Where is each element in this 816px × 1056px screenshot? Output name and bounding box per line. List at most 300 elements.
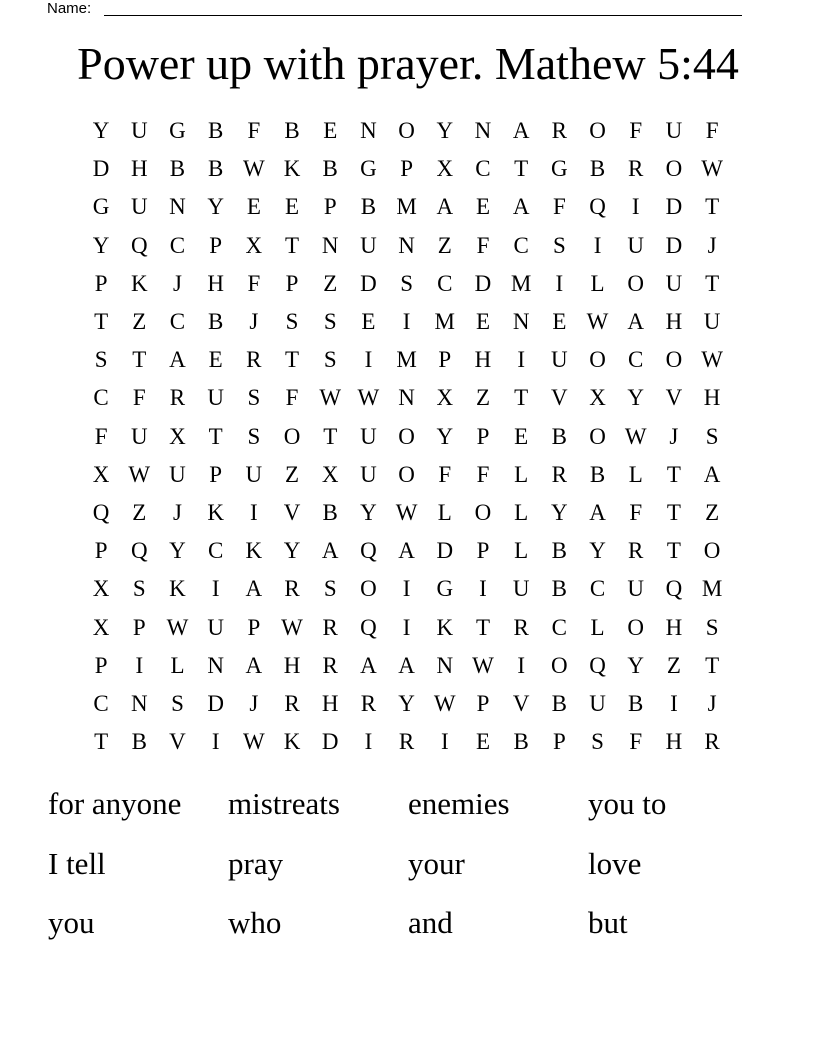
grid-letter: H bbox=[207, 270, 224, 296]
grid-letter: C bbox=[513, 232, 529, 258]
grid-letter: V bbox=[283, 499, 301, 525]
grid-letter: B bbox=[169, 156, 186, 182]
grid-letter: I bbox=[402, 309, 411, 335]
grid-letter: E bbox=[475, 729, 490, 755]
grid-letter: W bbox=[319, 385, 342, 411]
grid-letter: D bbox=[436, 538, 454, 564]
grid-letter: E bbox=[475, 309, 490, 335]
grid-letter: O bbox=[589, 118, 606, 144]
grid-letter: J bbox=[707, 690, 717, 716]
grid-letter: A bbox=[512, 194, 530, 220]
grid-letter: R bbox=[360, 690, 377, 716]
grid-letter: U bbox=[627, 576, 645, 602]
grid-letter: I bbox=[517, 652, 525, 678]
grid-letter: C bbox=[475, 156, 491, 182]
grid-letter: V bbox=[512, 690, 530, 716]
grid-letter: Q bbox=[130, 232, 148, 258]
grid-letter: V bbox=[665, 385, 683, 411]
grid-letter: P bbox=[94, 652, 108, 678]
grid-letter: K bbox=[436, 614, 454, 640]
grid-letter: Y bbox=[92, 232, 110, 258]
grid-letter: A bbox=[245, 652, 263, 678]
grid-letter: W bbox=[395, 499, 418, 525]
grid-letter: O bbox=[283, 423, 301, 449]
grid-letter: Q bbox=[665, 576, 683, 602]
grid-letter: M bbox=[396, 194, 417, 220]
grid-letter: C bbox=[169, 309, 186, 335]
grid-letter: T bbox=[94, 729, 109, 755]
grid-letter: F bbox=[629, 729, 643, 755]
grid-letter: B bbox=[551, 538, 568, 564]
grid-letter: B bbox=[589, 461, 606, 487]
grid-letter: C bbox=[551, 614, 568, 640]
grid-letter: N bbox=[436, 652, 454, 678]
grid-letter: B bbox=[284, 118, 300, 144]
grid-letter: I bbox=[211, 729, 220, 755]
grid-letter: Y bbox=[627, 652, 645, 678]
grid-letter: T bbox=[285, 232, 300, 258]
grid-letter: U bbox=[360, 423, 377, 449]
grid-letter: E bbox=[552, 309, 567, 335]
grid-letter: N bbox=[398, 232, 415, 258]
grid-letter: S bbox=[323, 347, 337, 373]
grid-letter: B bbox=[628, 690, 644, 716]
grid-letter: D bbox=[665, 232, 683, 258]
grid-letter: U bbox=[130, 423, 148, 449]
grid-letter: I bbox=[517, 347, 525, 373]
grid-letter: T bbox=[705, 194, 720, 220]
grid-letter: U bbox=[551, 347, 568, 373]
grid-letter: N bbox=[474, 118, 492, 144]
grid-letter: T bbox=[132, 347, 147, 373]
grid-letter: O bbox=[474, 499, 492, 525]
word-list-item: enemies bbox=[408, 786, 510, 821]
grid-letter: H bbox=[665, 729, 683, 755]
grid-letter: I bbox=[211, 576, 220, 602]
grid-letter: D bbox=[92, 156, 110, 182]
grid-letter: Y bbox=[283, 538, 301, 564]
grid-letter: Y bbox=[398, 690, 415, 716]
grid-letter: R bbox=[398, 729, 415, 755]
word-list-item: your bbox=[408, 845, 465, 881]
grid-letter: L bbox=[514, 461, 529, 487]
grid-letter: F bbox=[285, 385, 299, 411]
grid-letter: A bbox=[589, 499, 606, 525]
grid-letter: W bbox=[586, 309, 609, 335]
grid-letter: T bbox=[705, 652, 720, 678]
grid-letter: P bbox=[476, 538, 490, 564]
grid-letter: H bbox=[703, 385, 721, 411]
grid-letter: B bbox=[322, 156, 338, 182]
word-list-item: you bbox=[48, 905, 95, 940]
grid-letter: D bbox=[360, 270, 377, 296]
grid-letter: L bbox=[590, 270, 605, 296]
grid-letter: I bbox=[135, 652, 144, 678]
grid-letter: R bbox=[284, 576, 300, 602]
grid-letter: R bbox=[551, 461, 568, 487]
grid-letter: Z bbox=[475, 385, 490, 411]
grid-letter: S bbox=[247, 385, 261, 411]
grid-letter: L bbox=[590, 614, 605, 640]
grid-letter: N bbox=[169, 194, 186, 220]
grid-letter: D bbox=[321, 729, 339, 755]
grid-letter: O bbox=[551, 652, 568, 678]
grid-letter: A bbox=[398, 538, 415, 564]
grid-letter: W bbox=[281, 614, 303, 640]
grid-letter: F bbox=[552, 194, 566, 220]
grid-letter: N bbox=[130, 690, 148, 716]
word-list-item: for anyone bbox=[48, 786, 182, 821]
grid-letter: O bbox=[398, 423, 415, 449]
grid-letter: O bbox=[398, 118, 415, 144]
grid-letter: C bbox=[169, 232, 186, 258]
grid-letter: J bbox=[249, 690, 259, 716]
word-list-item: but bbox=[588, 905, 628, 940]
grid-letter: O bbox=[627, 614, 645, 640]
grid-letter: W bbox=[242, 729, 265, 755]
grid-letter: M bbox=[510, 270, 532, 296]
grid-letter: L bbox=[170, 652, 185, 678]
grid-letter: G bbox=[436, 576, 454, 602]
grid-letter: R bbox=[628, 156, 644, 182]
grid-letter: B bbox=[551, 690, 568, 716]
grid-letter: W bbox=[701, 347, 723, 373]
grid-letter: S bbox=[94, 347, 108, 373]
grid-letter: A bbox=[321, 538, 339, 564]
grid-letter: P bbox=[285, 270, 299, 296]
grid-letter: W bbox=[433, 690, 456, 716]
grid-letter: P bbox=[476, 690, 490, 716]
grid-letter: X bbox=[92, 614, 110, 640]
word-list-item: mistreats bbox=[228, 786, 340, 821]
grid-letter: P bbox=[400, 156, 413, 182]
grid-letter: K bbox=[245, 538, 263, 564]
grid-letter: C bbox=[437, 270, 453, 296]
grid-letter: A bbox=[512, 118, 530, 144]
grid-letter: K bbox=[207, 499, 224, 525]
grid-letter: W bbox=[701, 156, 723, 182]
grid-letter: Z bbox=[132, 499, 147, 525]
grid-letter: S bbox=[705, 614, 719, 640]
grid-letter: R bbox=[284, 690, 300, 716]
grid-letter: W bbox=[624, 423, 647, 449]
word-list-item: you to bbox=[588, 786, 667, 821]
grid-letter: W bbox=[472, 652, 494, 678]
grid-letter: L bbox=[437, 499, 452, 525]
page-title: Power up with prayer. Mathew 5:44 bbox=[77, 38, 739, 89]
grid-letter: I bbox=[364, 729, 373, 755]
grid-letter: C bbox=[93, 690, 109, 716]
grid-letter: O bbox=[589, 347, 606, 373]
grid-letter: M bbox=[434, 309, 455, 335]
grid-letter: P bbox=[552, 729, 566, 755]
grid-letter: R bbox=[246, 347, 262, 373]
grid-letter: H bbox=[665, 309, 683, 335]
grid-letter: K bbox=[283, 729, 301, 755]
grid-letter: B bbox=[551, 423, 568, 449]
grid-letter: A bbox=[245, 576, 263, 602]
word-list-item: love bbox=[588, 845, 642, 881]
grid-letter: M bbox=[701, 576, 723, 602]
grid-letter: Z bbox=[666, 652, 681, 678]
grid-letter: E bbox=[475, 194, 490, 220]
grid-letter: E bbox=[323, 118, 338, 144]
grid-letter: F bbox=[247, 270, 261, 296]
grid-letter: Q bbox=[589, 652, 606, 678]
grid-letter: P bbox=[132, 614, 146, 640]
grid-letter: I bbox=[555, 270, 564, 296]
grid-letter: U bbox=[627, 232, 645, 258]
grid-letter: E bbox=[514, 423, 529, 449]
grid-letter: B bbox=[360, 194, 377, 220]
grid-letter: X bbox=[589, 385, 606, 411]
grid-letter: U bbox=[665, 118, 683, 144]
grid-letter: O bbox=[703, 538, 721, 564]
grid-letter: U bbox=[360, 461, 377, 487]
grid-letter: H bbox=[130, 156, 148, 182]
grid-letter: F bbox=[705, 118, 719, 144]
grid-letter: H bbox=[474, 347, 492, 373]
grid-letter: F bbox=[438, 461, 452, 487]
grid-letter: Y bbox=[92, 118, 110, 144]
grid-letter: A bbox=[398, 652, 415, 678]
grid-letter: X bbox=[169, 423, 186, 449]
word-list-item: and bbox=[408, 905, 453, 940]
grid-letter: F bbox=[629, 118, 643, 144]
grid-letter: B bbox=[322, 499, 338, 525]
grid-letter: S bbox=[400, 270, 413, 296]
grid-letter: X bbox=[436, 385, 454, 411]
grid-letter: I bbox=[631, 194, 640, 220]
grid-letter: R bbox=[513, 614, 529, 640]
grid-letter: Z bbox=[323, 270, 338, 296]
grid-letter: S bbox=[705, 423, 719, 449]
grid-letter: U bbox=[207, 385, 224, 411]
grid-letter: Y bbox=[627, 385, 645, 411]
grid-letter: C bbox=[628, 347, 644, 373]
grid-letter: E bbox=[208, 347, 223, 373]
grid-letter: S bbox=[591, 729, 604, 755]
grid-letter: Y bbox=[551, 499, 568, 525]
grid-letter: C bbox=[589, 576, 606, 602]
grid-letter: B bbox=[589, 156, 606, 182]
grid-letter: Y bbox=[360, 499, 377, 525]
grid-letter: Q bbox=[92, 499, 110, 525]
grid-letter: P bbox=[323, 194, 337, 220]
grid-letter: Q bbox=[589, 194, 606, 220]
grid-letter: I bbox=[402, 614, 411, 640]
grid-letter: A bbox=[436, 194, 454, 220]
grid-letter: K bbox=[283, 156, 301, 182]
grid-letter: G bbox=[551, 156, 568, 182]
grid-letter: T bbox=[705, 270, 720, 296]
grid-letter: K bbox=[169, 576, 186, 602]
grid-letter: X bbox=[92, 576, 110, 602]
grid-letter: U bbox=[589, 690, 606, 716]
grid-letter: T bbox=[666, 461, 681, 487]
grid-letter: R bbox=[704, 729, 720, 755]
grid-letter: T bbox=[285, 347, 300, 373]
grid-letter: D bbox=[665, 194, 683, 220]
grid-letter: T bbox=[666, 499, 681, 525]
grid-letter: I bbox=[440, 729, 449, 755]
grid-letter: X bbox=[245, 232, 263, 258]
grid-letter: V bbox=[169, 729, 186, 755]
grid-letter: K bbox=[130, 270, 148, 296]
grid-letter: J bbox=[172, 270, 182, 296]
grid-letter: L bbox=[514, 499, 529, 525]
grid-letter: W bbox=[357, 385, 380, 411]
grid-letter: S bbox=[323, 576, 337, 602]
grid-letter: U bbox=[169, 461, 186, 487]
grid-letter: R bbox=[628, 538, 644, 564]
grid-letter: Y bbox=[589, 538, 606, 564]
grid-letter: P bbox=[94, 538, 108, 564]
grid-letter: Q bbox=[360, 538, 377, 564]
grid-letter: O bbox=[627, 270, 645, 296]
grid-letter: F bbox=[476, 461, 490, 487]
grid-letter: N bbox=[512, 309, 530, 335]
grid-letter: C bbox=[93, 385, 109, 411]
grid-letter: L bbox=[628, 461, 643, 487]
word-list bbox=[48, 776, 768, 955]
grid-letter: B bbox=[513, 729, 529, 755]
grid-letter: B bbox=[207, 156, 224, 182]
grid-letter: U bbox=[703, 309, 721, 335]
grid-letter: B bbox=[207, 118, 224, 144]
grid-letter: U bbox=[130, 194, 148, 220]
word-list-item: I tell bbox=[48, 845, 106, 881]
grid-letter: J bbox=[172, 499, 182, 525]
grid-letter: A bbox=[627, 309, 645, 335]
grid-letter: T bbox=[94, 309, 109, 335]
grid-letter: Q bbox=[130, 538, 148, 564]
grid-letter: U bbox=[665, 270, 683, 296]
grid-letter: J bbox=[669, 423, 679, 449]
grid-letter: Z bbox=[437, 232, 452, 258]
grid-letter: D bbox=[474, 270, 492, 296]
name-field bbox=[47, 0, 742, 18]
grid-letter: F bbox=[476, 232, 490, 258]
grid-letter: R bbox=[169, 385, 186, 411]
grid-letter: F bbox=[94, 423, 108, 449]
grid-letter: D bbox=[207, 690, 224, 716]
grid-letter: I bbox=[364, 347, 373, 373]
grid-letter: I bbox=[670, 690, 678, 716]
grid-letter: F bbox=[247, 118, 261, 144]
name-line bbox=[104, 15, 742, 16]
grid-letter: P bbox=[476, 423, 490, 449]
grid-letter: X bbox=[92, 461, 110, 487]
grid-letter: B bbox=[551, 576, 568, 602]
grid-letter: W bbox=[128, 461, 151, 487]
grid-letter: O bbox=[665, 347, 683, 373]
grid-letter: R bbox=[322, 614, 338, 640]
grid-letter: Z bbox=[285, 461, 300, 487]
grid-letter: L bbox=[514, 538, 529, 564]
grid-letter: J bbox=[249, 309, 259, 335]
grid-letter: U bbox=[130, 118, 148, 144]
grid-letter: O bbox=[589, 423, 606, 449]
grid-letter: Z bbox=[132, 309, 147, 335]
grid-letter: S bbox=[285, 309, 299, 335]
grid-letter: E bbox=[361, 309, 376, 335]
grid-letter: S bbox=[132, 576, 146, 602]
grid-letter: G bbox=[169, 118, 186, 144]
word-search-grid bbox=[82, 112, 731, 761]
word-list-item: pray bbox=[228, 845, 284, 881]
grid-letter: N bbox=[360, 118, 377, 144]
grid-letter: W bbox=[166, 614, 189, 640]
grid-letter: I bbox=[250, 499, 258, 525]
grid-letter: F bbox=[629, 499, 643, 525]
grid-letter: B bbox=[131, 729, 147, 755]
grid-letter: B bbox=[207, 309, 224, 335]
grid-letter: S bbox=[552, 232, 566, 258]
grid-letter: S bbox=[323, 309, 337, 335]
grid-letter: C bbox=[207, 538, 224, 564]
grid-letter: O bbox=[398, 461, 415, 487]
grid-letter: W bbox=[242, 156, 265, 182]
grid-letter: M bbox=[396, 347, 417, 373]
grid-letter: N bbox=[398, 385, 415, 411]
grid-letter: Y bbox=[169, 538, 186, 564]
grid-letter: V bbox=[551, 385, 568, 411]
grid-letter: E bbox=[246, 194, 261, 220]
grid-letter: Y bbox=[436, 118, 454, 144]
grid-letter: P bbox=[209, 461, 223, 487]
grid-letter: U bbox=[207, 614, 224, 640]
grid-letter: N bbox=[321, 232, 339, 258]
grid-letter: S bbox=[171, 690, 184, 716]
grid-letter: X bbox=[436, 156, 454, 182]
grid-letter: Q bbox=[360, 614, 377, 640]
grid-letter: F bbox=[132, 385, 146, 411]
grid-letter: J bbox=[707, 232, 717, 258]
grid-letter: I bbox=[479, 576, 487, 602]
grid-letter: I bbox=[593, 232, 602, 258]
grid-letter: T bbox=[323, 423, 338, 449]
grid-letter: R bbox=[322, 652, 338, 678]
grid-letter: U bbox=[512, 576, 530, 602]
grid-letter: Z bbox=[705, 499, 720, 525]
grid-letter: A bbox=[703, 461, 721, 487]
grid-letter: S bbox=[247, 423, 261, 449]
grid-letter: A bbox=[169, 347, 186, 373]
grid-letter: G bbox=[92, 194, 110, 220]
grid-letter: O bbox=[665, 156, 683, 182]
grid-letter: T bbox=[514, 156, 529, 182]
grid-letter: P bbox=[94, 270, 108, 296]
grid-letter: A bbox=[360, 652, 377, 678]
word-list-item: who bbox=[228, 905, 282, 940]
grid-letter: P bbox=[247, 614, 261, 640]
grid-letter: Y bbox=[207, 194, 224, 220]
grid-letter: X bbox=[321, 461, 339, 487]
grid-letter: Y bbox=[436, 423, 454, 449]
grid-letter: R bbox=[551, 118, 568, 144]
grid-letter: H bbox=[321, 690, 339, 716]
grid-letter: O bbox=[360, 576, 377, 602]
grid-letter: H bbox=[665, 614, 683, 640]
grid-letter: I bbox=[402, 576, 411, 602]
grid-letter: G bbox=[360, 156, 377, 182]
grid-letter: P bbox=[209, 232, 223, 258]
grid-letter: E bbox=[285, 194, 300, 220]
grid-letter: U bbox=[245, 461, 263, 487]
grid-letter: T bbox=[514, 385, 529, 411]
grid-letter: H bbox=[283, 652, 301, 678]
